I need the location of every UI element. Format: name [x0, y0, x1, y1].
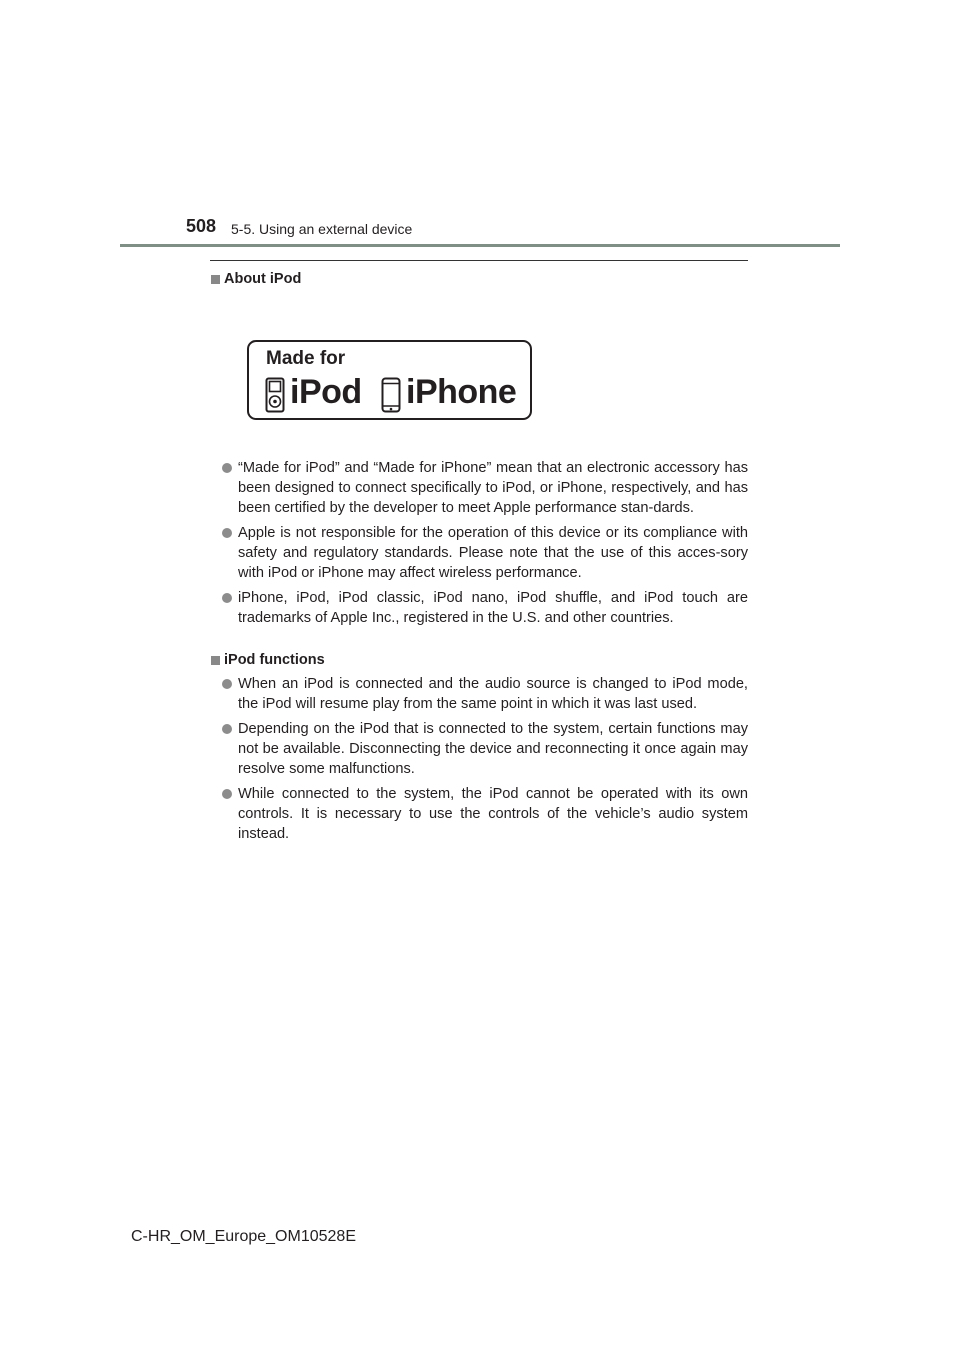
bullet-dot-icon [222, 463, 232, 473]
list-item [222, 784, 748, 844]
bullet-dot-icon [222, 789, 232, 799]
list-item-text: Apple is not responsible for the operation of this device or its compliance with safety and regulatory standards. Please note that the use of this acces-sory with iPod or iPhone may affect wireless performance. [238, 525, 748, 581]
square-bullet-icon [211, 656, 220, 665]
logo-ipod-text: iPod [290, 373, 362, 411]
list-item-text: iPhone, iPod, iPod classic, iPod nano, iPod shuffle, and iPod touch are trademarks of Apple Inc., registered in the U.S. and other countries. [238, 590, 748, 626]
bullet-dot-icon [222, 528, 232, 538]
list-item [222, 458, 748, 518]
list-item-text: While connected to the system, the iPod cannot be operated with its own controls. It is necessary to use the controls of the vehicle’s audio system instead. [238, 786, 748, 842]
list-item-text: When an iPod is connected and the audio source is changed to iPod mode, the iPod will resume play from the same point in which it was last used. [238, 676, 748, 712]
list-item-text: “Made for iPod” and “Made for iPhone” mean that an electronic accessory has been designed to connect specifically to iPod, or iPhone, respectively, and has been certified by the developer to meet Apple performance stan-dards. [238, 460, 748, 516]
iphone-badge [381, 373, 517, 418]
logo-iphone-text: iPhone [406, 373, 517, 411]
logo-made-for-text: Made for [266, 348, 346, 369]
section-title: 5-5. Using an external device [231, 221, 413, 237]
bullet-dot-icon [222, 679, 232, 689]
about-ipod-bullets [222, 458, 748, 633]
heading-label: About iPod [224, 271, 302, 287]
square-bullet-icon [211, 275, 220, 284]
made-for-ipod-iphone-logo [247, 340, 532, 420]
ipod-icon [265, 377, 285, 413]
list-item [222, 674, 748, 714]
bullet-dot-icon [222, 724, 232, 734]
heading-about-ipod [211, 271, 301, 287]
ipod-badge [265, 373, 362, 418]
footer-doc-code: C-HR_OM_Europe_OM10528E [131, 1228, 356, 1245]
top-divider [210, 260, 748, 261]
list-item [222, 588, 748, 628]
page-number: 508 [186, 216, 217, 236]
heading-label: iPod functions [224, 652, 325, 668]
heading-ipod-functions [211, 652, 325, 668]
header-rule [120, 244, 840, 247]
list-item [222, 719, 748, 779]
ipod-functions-bullets [222, 674, 748, 849]
bullet-dot-icon [222, 593, 232, 603]
list-item-text: Depending on the iPod that is connected to the system, certain functions may not be available. Disconnecting the device and reconnecting it once again may resolve some malfunctions. [238, 721, 748, 777]
list-item [222, 523, 748, 583]
iphone-icon [381, 377, 401, 413]
